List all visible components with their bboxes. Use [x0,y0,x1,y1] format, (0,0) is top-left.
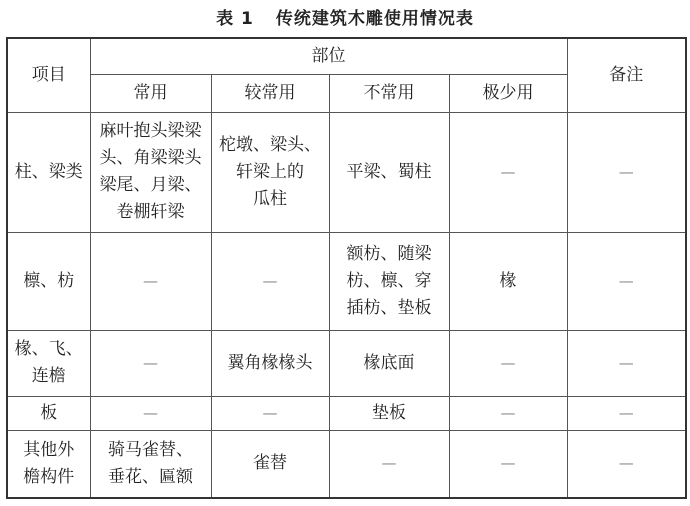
cell-line: 头、角梁梁头 [99,148,202,168]
cell-rare [449,330,567,396]
cell-line: 轩梁上的 [236,161,304,182]
row-item-line: 连檐 [31,366,66,386]
cell-rare [449,396,567,430]
row-item-cell [7,232,90,330]
dash: — [618,403,634,422]
dash: — [618,353,634,372]
table-row [7,330,686,396]
cell-rare [449,112,567,232]
table-title [0,4,690,29]
cell-line: 麻叶抱头梁梁 [99,121,202,141]
dash: — [500,353,516,372]
table-number: 表 1 [216,9,254,29]
row-item-line: 檐构件 [23,466,75,487]
row-item-cell [7,430,90,498]
header-item: 项目 [7,38,90,112]
row-item-line: 椽、飞、 [14,339,83,359]
cell-common [90,430,211,498]
cell-rare [449,430,567,498]
cell-common [90,112,211,232]
subheader-fairly-common: 较常用 [211,74,329,112]
dash: — [618,162,634,181]
cell-fairly-common [211,232,329,330]
row-item-cell [7,396,90,430]
cell-remark [567,330,686,396]
cell-line: 梁尾、月梁、 [99,175,202,195]
subheader-uncommon: 不常用 [329,74,449,112]
cell-remark [567,112,686,232]
cell-remark [567,430,686,498]
table-row [7,232,686,330]
cell-fairly-common [211,112,329,232]
cell-uncommon [329,112,449,232]
usage-table [6,37,687,499]
row-item-cell [7,330,90,396]
cell-remark [567,232,686,330]
dash: — [618,271,634,290]
cell-fairly-common [211,396,329,430]
table-row [7,396,686,430]
cell-uncommon [329,232,449,330]
cell-line: 瓜柱 [253,188,287,209]
cell-common [90,396,211,430]
cell-line: 垂花、匾额 [108,466,193,487]
dash: — [500,454,516,473]
dash: — [500,162,516,181]
row-item-line: 柱、梁类 [14,161,83,182]
cell-line: 翼角椽椽头 [227,352,313,373]
dash: — [500,403,516,422]
cell-uncommon [329,430,449,498]
subheader-rare: 极少用 [449,74,567,112]
dash: — [143,403,158,422]
cell-line: 平梁、蜀柱 [346,161,432,182]
table-body [7,112,686,498]
table-row [7,112,686,232]
cell-fairly-common [211,430,329,498]
dash: — [143,353,158,372]
table-row [7,430,686,498]
row-item-line: 板 [40,402,58,423]
row-item-line: 其他外 [23,439,75,460]
dash: — [262,271,278,290]
cell-line: 骑马雀替、 [108,439,193,460]
cell-line: 柁墩、梁头、 [219,134,321,155]
table-caption: 传统建筑木雕使用情况表 [275,9,474,29]
cell-line: 椽 [499,270,517,291]
dash: — [381,454,397,473]
row-item-line: 檩、枋 [23,270,75,291]
cell-line: 额枋、随梁 [346,243,432,264]
cell-line: 枋、檩、穿 [346,270,432,291]
cell-line: 椽底面 [363,352,415,373]
cell-line: 雀替 [253,453,287,474]
dash: — [262,403,278,422]
cell-remark [567,396,686,430]
cell-rare [449,232,567,330]
cell-fairly-common [211,330,329,396]
cell-line: 插枋、垫板 [346,297,432,318]
dash: — [143,271,158,290]
cell-common [90,232,211,330]
row-item-cell [7,112,90,232]
dash: — [618,454,634,473]
cell-uncommon [329,330,449,396]
header-remark: 备注 [567,38,686,112]
header-position: 部位 [90,38,567,74]
cell-line: 卷棚轩梁 [116,202,185,222]
cell-line: 垫板 [372,402,406,423]
cell-uncommon [329,396,449,430]
subheader-common: 常用 [90,74,211,112]
cell-common [90,330,211,396]
